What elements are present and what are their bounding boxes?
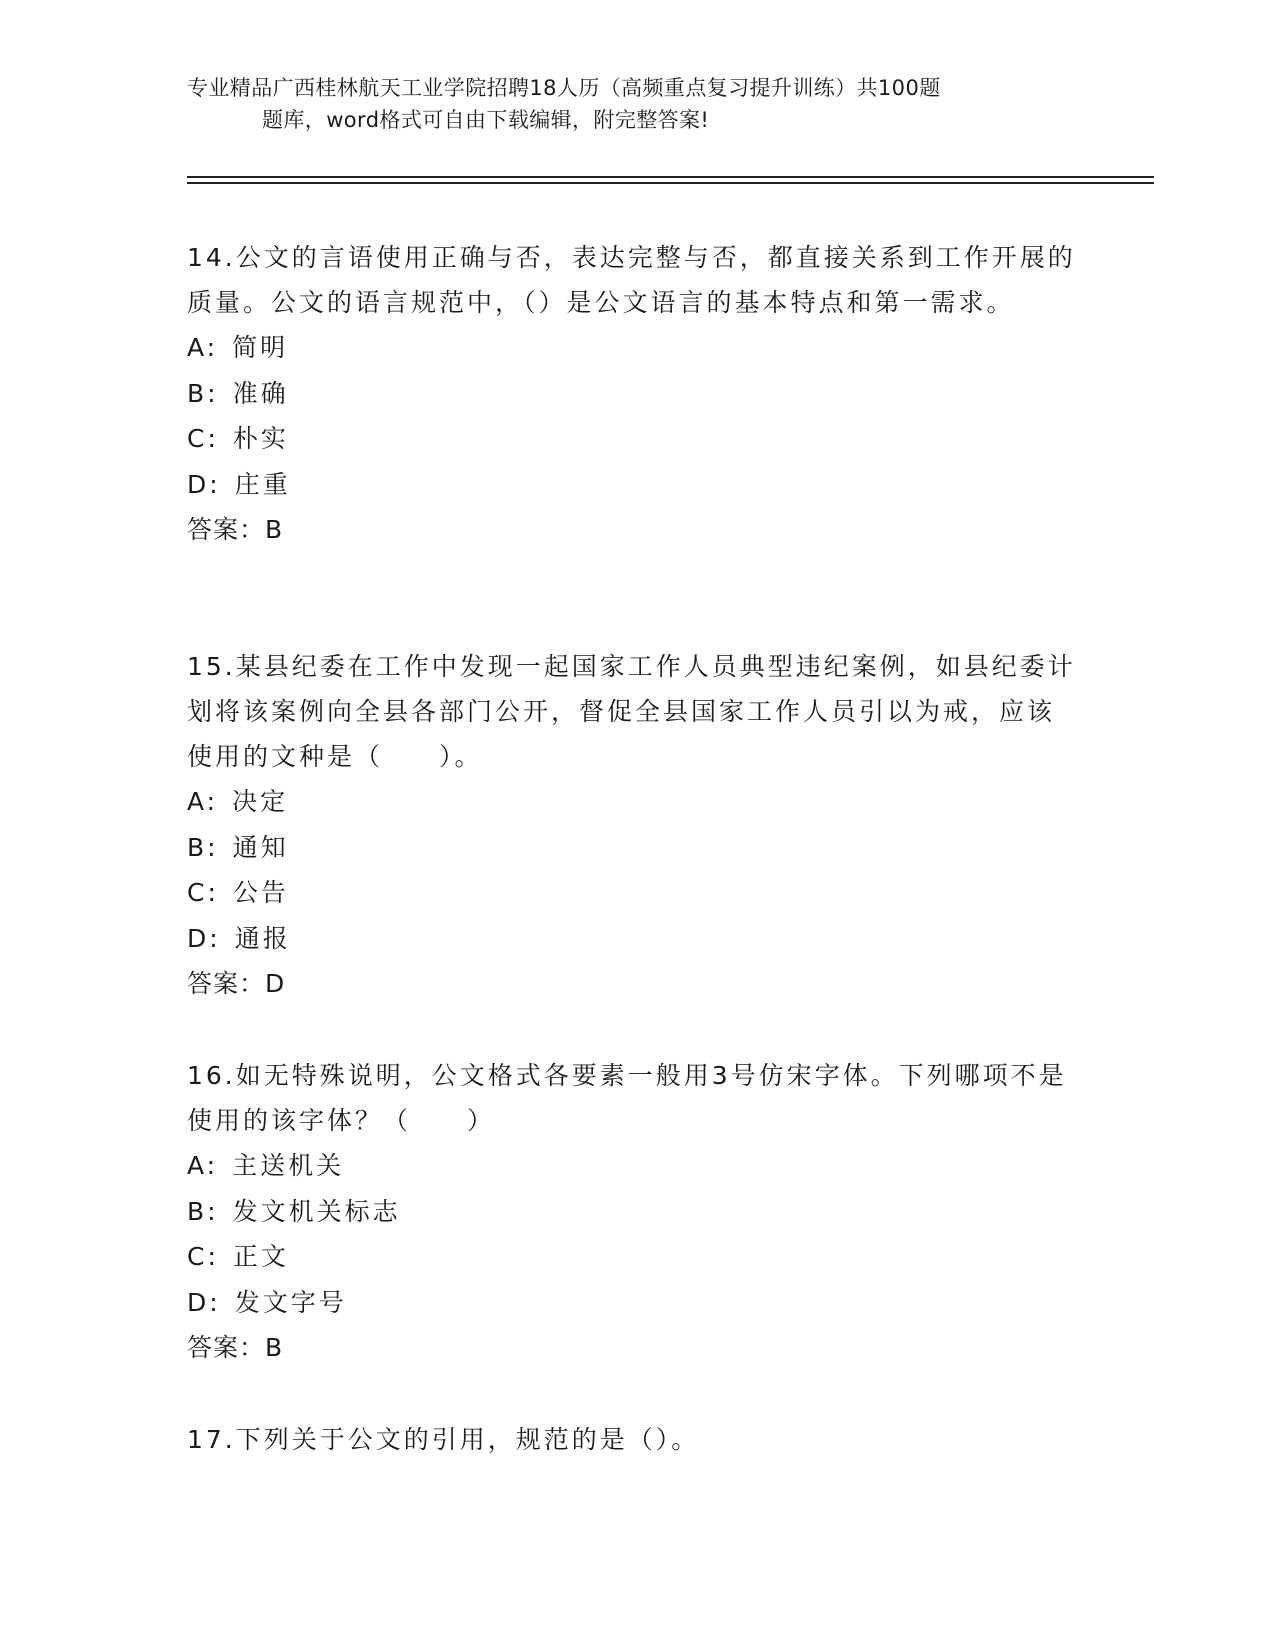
- option-c: [187, 1234, 1077, 1280]
- option-value: 正文: [232, 1242, 289, 1271]
- option-key: C:: [187, 1242, 219, 1271]
- option-value: 发文机关标志: [232, 1196, 401, 1226]
- document-header: [187, 72, 1077, 136]
- option-c: [187, 870, 1077, 916]
- header-title-line1: 专业精品广西桂林航天工业学院招聘18人历（高频重点复习提升训练）共100题: [187, 76, 941, 100]
- question-14: [187, 235, 1077, 552]
- option-key: D:: [187, 1287, 221, 1317]
- question-15: [187, 644, 1077, 1006]
- option-d: [187, 462, 1077, 508]
- option-b: [187, 371, 1077, 417]
- header-title-line2: 题库，word格式可自由下载编辑，附完整答案!: [262, 108, 710, 132]
- option-key: A:: [187, 333, 219, 362]
- option-a: [187, 779, 1077, 825]
- question-text: 14.公文的言语使用正确与否，表达完整与否，都直接关系到工作开展的质量。公文的语言规范中，（）是公文语言的基本特点和第一需求。: [187, 243, 1076, 317]
- option-value: 庄重: [234, 469, 291, 499]
- option-key: A:: [187, 787, 219, 816]
- option-key: B:: [187, 832, 219, 862]
- option-key: A:: [187, 1151, 219, 1180]
- question-text: 16.如无特殊说明，公文格式各要素一般用3号仿宋字体。下列哪项不是使用的该字体？（ ）: [187, 1061, 1067, 1135]
- option-key: B:: [187, 1196, 219, 1226]
- option-d: [187, 1280, 1077, 1326]
- option-d: [187, 916, 1077, 962]
- option-key: C:: [187, 878, 219, 907]
- option-b: [187, 1189, 1077, 1235]
- option-b: [187, 825, 1077, 871]
- option-value: 主送机关: [232, 1151, 345, 1180]
- header-divider-top: [187, 176, 1154, 178]
- option-value: 通报: [234, 923, 291, 953]
- option-key: D:: [187, 923, 221, 953]
- option-a: [187, 325, 1077, 371]
- question-17: [187, 1417, 1077, 1462]
- answer-text: 答案：B: [187, 515, 284, 544]
- option-a: [187, 1143, 1077, 1189]
- question-text: 15.某县纪委在工作中发现一起国家工作人员典型违纪案例，如县纪委计划将该案例向全县各部门公开，督促全县国家工作人员引以为戒，应该使用的文种是（ ）。: [187, 652, 1076, 771]
- answer-text: 答案：B: [187, 1333, 284, 1362]
- option-value: 朴实: [232, 424, 289, 453]
- question-text: 17.下列关于公文的引用，规范的是（）。: [187, 1425, 700, 1454]
- option-value: 公告: [232, 878, 289, 907]
- option-c: [187, 416, 1077, 462]
- question-16: [187, 1053, 1077, 1370]
- option-key: D:: [187, 469, 221, 499]
- option-value: 简明: [232, 333, 289, 362]
- header-divider-bottom: [187, 182, 1154, 184]
- option-key: C:: [187, 424, 219, 453]
- answer-text: 答案：D: [187, 969, 286, 998]
- option-value: 通知: [232, 832, 289, 862]
- option-value: 发文字号: [234, 1287, 347, 1317]
- option-value: 准确: [232, 378, 289, 408]
- option-value: 决定: [232, 787, 289, 816]
- option-key: B:: [187, 378, 219, 408]
